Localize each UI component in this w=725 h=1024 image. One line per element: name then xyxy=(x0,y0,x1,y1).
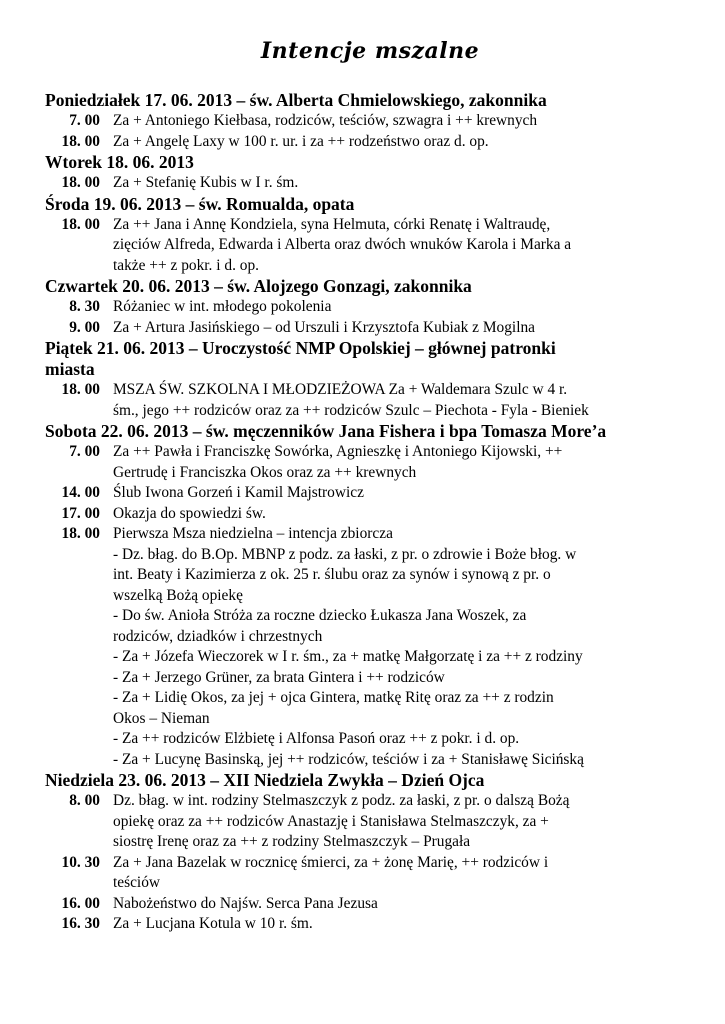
day-heading-line: Środa 19. 06. 2013 – św. Romualda, opata xyxy=(45,193,355,214)
mass-intention xyxy=(113,318,695,339)
day-section xyxy=(45,194,695,277)
intention-line: - Dz. błag. do B.Op. MBNP z podz. za łaski, z pr. o zdrowie i Boże błog. w xyxy=(113,545,577,563)
mass-time: 9. 00 xyxy=(69,318,100,336)
intention-line: wszelką Bożą opiekę xyxy=(113,586,243,604)
day-section xyxy=(45,770,695,935)
intention-line: teściów xyxy=(113,874,161,891)
mass-entry xyxy=(45,318,695,339)
mass-entry xyxy=(45,297,695,318)
day-heading-line: Poniedziałek 17. 06. 2013 – św. Alberta Chmielowskiego, zakonnika xyxy=(45,90,547,110)
day-heading xyxy=(45,276,695,297)
mass-time: 18. 00 xyxy=(61,381,100,398)
mass-intention xyxy=(113,442,695,483)
mass-entry xyxy=(45,853,695,894)
mass-time: 8. 30 xyxy=(69,298,100,315)
day-heading-line: Piątek 21. 06. 2013 – Uroczystość NMP Opolskiej – głównej patronki xyxy=(45,338,556,358)
mass-time: 7. 00 xyxy=(69,443,100,460)
intention-line: Za + Angelę Laxy w 100 r. ur. i za ++ rodzeństwo oraz d. op. xyxy=(113,132,489,150)
day-heading-line: Sobota 22. 06. 2013 – św. męczenników Jana Fishera i bpa Tomasza More’a xyxy=(45,421,607,441)
intention-line: także ++ z pokr. i d. op. xyxy=(113,256,260,274)
intention-line: - Do św. Anioła Stróża za roczne dziecko Łukasza Jana Woszek, za xyxy=(113,607,527,624)
mass-intention xyxy=(113,173,695,194)
mass-entry xyxy=(45,173,695,194)
mass-time: 7. 00 xyxy=(69,112,100,129)
mass-time: 18. 00 xyxy=(61,215,100,233)
day-section xyxy=(45,152,695,194)
day-heading xyxy=(45,152,695,173)
mass-schedule xyxy=(45,90,695,935)
intention-line: Okazja do spowiedzi św. xyxy=(113,504,266,522)
day-heading xyxy=(45,338,695,380)
mass-intention xyxy=(113,524,695,770)
mass-time: 17. 00 xyxy=(61,504,100,522)
day-heading-line: Wtorek 18. 06. 2013 xyxy=(45,152,194,172)
day-heading-line: Niedziela 23. 06. 2013 – XII Niedziela Zwykła – Dzień Ojca xyxy=(45,770,485,790)
mass-intention xyxy=(113,111,695,132)
mass-entry xyxy=(45,914,695,935)
page-title: Intencje mszalne xyxy=(260,38,480,64)
intention-line: Okos – Nieman xyxy=(113,709,210,727)
intention-line: - Za + Józefa Wieczorek w I r. śm., za + matkę Małgorzatę i za ++ z rodziny xyxy=(113,648,583,665)
intention-line: - Za + Jerzego Grüner, za brata Gintera i ++ rodziców xyxy=(113,668,445,686)
intention-line: Dz. błag. w int. rodziny Stelmaszczyk z podz. za łaski, z pr. o dalszą Bożą xyxy=(113,792,570,809)
mass-entry xyxy=(45,504,695,525)
mass-entry xyxy=(45,215,695,277)
intention-line: Pierwsza Msza niedzielna – intencja zbiorcza xyxy=(113,525,393,542)
mass-entry xyxy=(45,791,695,853)
mass-entry xyxy=(45,524,695,770)
intention-line: Nabożeństwo do Najśw. Serca Pana Jezusa xyxy=(113,894,378,912)
mass-time: 18. 00 xyxy=(61,174,100,191)
intention-line: Gertrudę i Franciszka Okos oraz za ++ krewnych xyxy=(113,463,417,481)
intention-line: Za + Antoniego Kiełbasa, rodziców, teściów, szwagra i ++ krewnych xyxy=(113,112,538,129)
mass-intention xyxy=(113,853,695,894)
intention-line: Za + Lucjana Kotula w 10 r. śm. xyxy=(113,915,313,932)
intention-line: Za ++ Pawła i Franciszkę Sowórka, Agnieszkę i Antoniego Kijowski, ++ xyxy=(113,443,563,460)
mass-intention xyxy=(113,894,695,915)
mass-intention xyxy=(113,297,695,318)
mass-time: 18. 00 xyxy=(61,132,100,150)
intention-line: - Za ++ rodziców Elżbietę i Alfonsa Pasoń oraz ++ z pokr. i d. op. xyxy=(113,730,520,747)
mass-time: 10. 30 xyxy=(61,853,100,871)
mass-time: 18. 00 xyxy=(61,525,100,542)
intention-line: rodziców, dziadków i chrzestnych xyxy=(113,627,323,645)
mass-time: 16. 30 xyxy=(61,915,100,932)
mass-time: 16. 00 xyxy=(61,894,100,912)
day-heading xyxy=(45,90,695,111)
intention-line: Za + Stefanię Kubis w I r. śm. xyxy=(113,174,299,191)
day-heading xyxy=(45,421,695,442)
intention-line: zięciów Alfreda, Edwarda i Alberta oraz dwóch wnuków Karola i Marka a xyxy=(113,236,572,253)
day-heading-line: miasta xyxy=(45,359,95,379)
mass-entry xyxy=(45,442,695,483)
mass-intention xyxy=(113,215,695,277)
intention-line: Różaniec w int. młodego pokolenia xyxy=(113,298,332,315)
intention-line: - Za + Lucynę Basinską, jej ++ rodziców, teściów i za + Stanisławę Sicińską xyxy=(113,750,584,768)
intention-line: opiekę oraz za ++ rodziców Anastazję i Stanisława Stelmaszczyk, za + xyxy=(113,812,549,830)
mass-intention xyxy=(113,914,695,935)
intention-line: Za + Jana Bazelak w rocznicę śmierci, za + żonę Marię, ++ rodziców i xyxy=(113,853,549,871)
intention-line: siostrę Irenę oraz za ++ z rodziny Stelmaszczyk – Prugała xyxy=(113,833,471,850)
intention-line: - Za + Lidię Okos, za jej + ojca Gintera, matkę Ritę oraz za ++ z rodzin xyxy=(113,689,554,706)
day-section xyxy=(45,276,695,338)
day-heading-line: Czwartek 20. 06. 2013 – św. Alojzego Gonzagi, zakonnika xyxy=(45,276,472,296)
intention-line: MSZA ŚW. SZKOLNA I MŁODZIEŻOWA Za + Waldemara Szulc w 4 r. xyxy=(113,381,568,398)
intention-line: Za + Artura Jasińskiego – od Urszuli i Krzysztofa Kubiak z Mogilna xyxy=(113,318,535,336)
mass-entry xyxy=(45,111,695,132)
mass-time: 14. 00 xyxy=(61,484,100,501)
mass-entry xyxy=(45,483,695,504)
mass-entry xyxy=(45,380,695,421)
intention-line: Za ++ Jana i Annę Kondziela, syna Helmuta, córki Renatę i Waltraudę, xyxy=(113,215,551,233)
mass-entry xyxy=(45,132,695,153)
day-heading xyxy=(45,194,695,215)
mass-intention xyxy=(113,380,695,421)
mass-intention xyxy=(113,483,695,504)
day-heading xyxy=(45,770,695,791)
day-section xyxy=(45,338,695,421)
intention-line: śm., jego ++ rodziców oraz za ++ rodziców Szulc – Piechota - Fyla - Bieniek xyxy=(113,401,589,419)
mass-intention xyxy=(113,791,695,853)
mass-intention xyxy=(113,504,695,525)
mass-time: 8. 00 xyxy=(69,792,100,809)
mass-intention xyxy=(113,132,695,153)
day-section xyxy=(45,421,695,770)
intention-line: Ślub Iwona Gorzeń i Kamil Majstrowicz xyxy=(113,484,364,501)
intention-line: int. Beaty i Kazimierza z ok. 25 r. ślubu oraz za synów i synową z pr. o xyxy=(113,566,551,583)
day-section xyxy=(45,90,695,152)
mass-entry xyxy=(45,894,695,915)
